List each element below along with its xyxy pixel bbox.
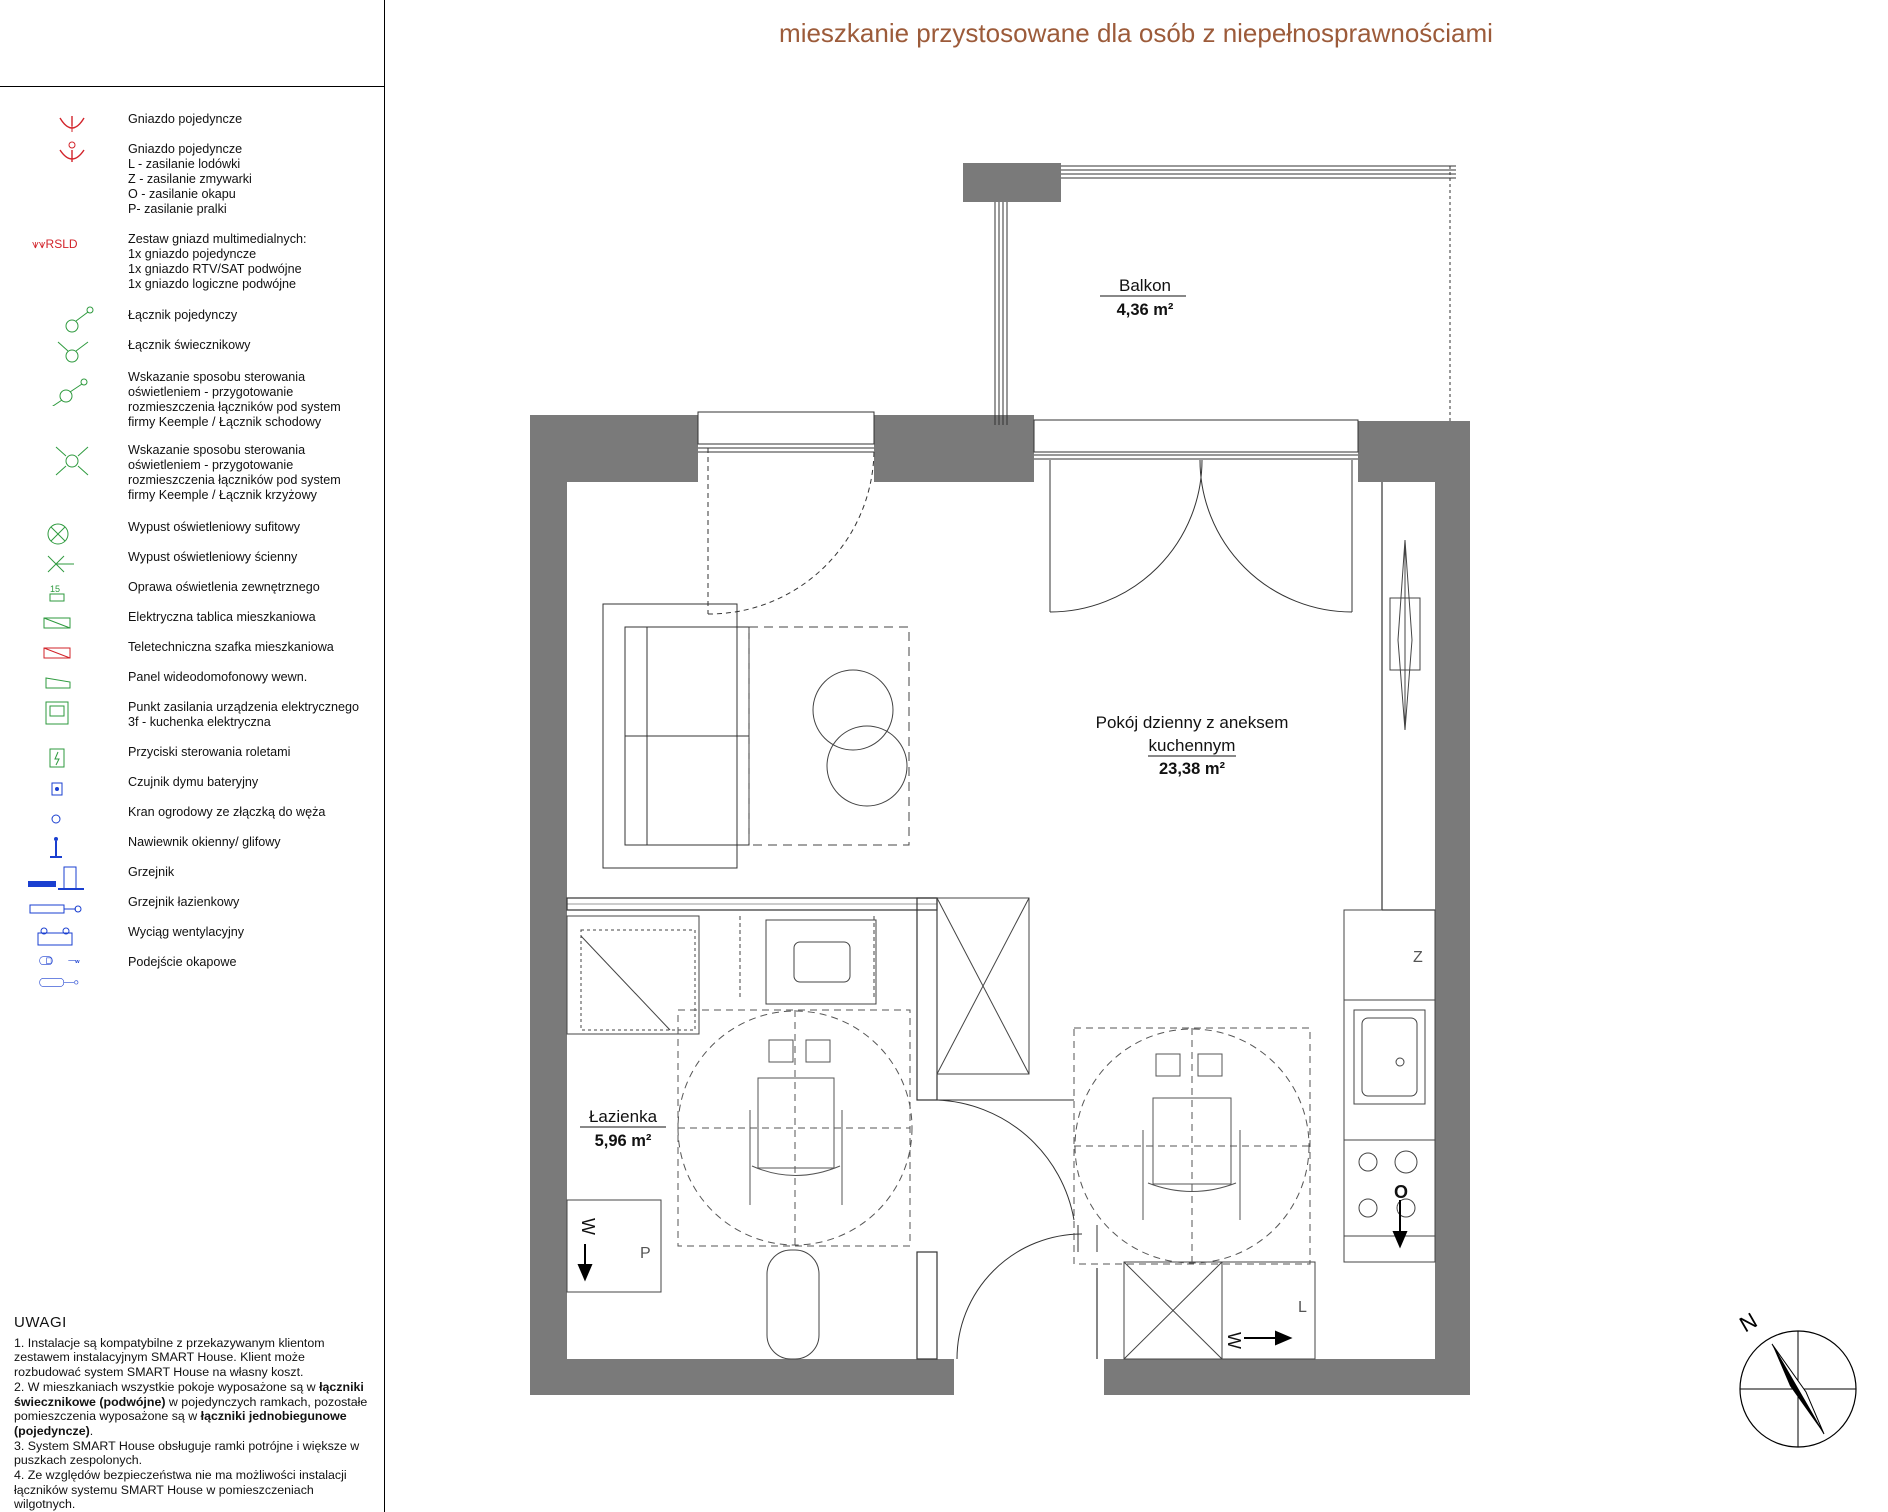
note-2: 2. W mieszkaniach wszystkie pokoje wyposażone są w łączniki świecznikowe (podwójne) w pojedynczych ramkach, pozostałe pomieszczenia wyposażone są w łączniki jednobiegunowe (pojedyncze). [14, 1379, 368, 1438]
washer-label: P [640, 1245, 651, 1262]
wall-left [530, 415, 567, 1395]
appliance-power-point-icon [22, 696, 94, 736]
washbasin [766, 920, 876, 1004]
multimedia-socket-set-icon [22, 228, 94, 268]
legend-label: Wyciąg wentylacyjny [128, 925, 245, 939]
compass-north-label: N [1735, 1307, 1762, 1338]
compass [1735, 1308, 1856, 1447]
legend-label: Elektryczna tablica mieszkaniowa [128, 610, 316, 624]
svg-text:Balkon: Balkon [1119, 276, 1171, 295]
interior-walls [567, 482, 1435, 1359]
legend-label: Czujnik dymu bateryjny [128, 775, 259, 789]
svg-text:w: w [75, 959, 80, 965]
window-left [698, 412, 874, 444]
svg-text:kuchennym: kuchennym [1148, 736, 1236, 755]
wheelchair-turning-area-living [1074, 1028, 1310, 1264]
svg-text:4,36 m²: 4,36 m² [1116, 301, 1174, 319]
svg-text:5,96 m²: 5,96 m² [594, 1132, 652, 1150]
wall-top-middle [874, 415, 1034, 482]
balcony-post [963, 163, 1061, 202]
svg-text:⩛⩛RSLD: ⩛⩛RSLD [32, 237, 78, 251]
walls [530, 163, 1470, 1395]
legend-label: Zestaw gniazd multimedialnych: 1x gniazdo pojedyncze 1x gniazdo RTV/SAT podwójne 1x gniazdo logiczne podwójne [128, 232, 307, 291]
cupboard-shaft [937, 898, 1029, 1074]
plan-title: mieszkanie przystosowane dla osób z niepełnosprawnościami [779, 18, 1493, 48]
sofa [603, 604, 749, 868]
legend-label: Oprawa oświetlenia zewnętrznego [128, 580, 320, 594]
legend-label: Wskazanie sposobu sterowania oświetleniem - przygotowanie rozmieszczenia łączników pod system firmy Keemple / Łącznik schodowy [128, 370, 341, 429]
room-label-living [1096, 713, 1289, 778]
legend-label: Łącznik pojedynczy [128, 308, 238, 322]
legend-label: Grzejnik łazienkowy [128, 895, 240, 909]
legend-divider [0, 86, 384, 87]
svg-text:23,38 m²: 23,38 m² [1158, 760, 1226, 778]
hob-burner [1359, 1153, 1377, 1171]
tv-unit [1390, 540, 1420, 730]
legend-label: Łącznik świecznikowy [128, 338, 251, 352]
notes-title: UWAGI [14, 1314, 67, 1331]
legend-label: Nawiewnik okienny/ glifowy [128, 835, 281, 849]
floor-plan [384, 0, 1888, 1512]
wheelchair-turning-area-bathroom [678, 1010, 912, 1246]
dining-table [749, 627, 909, 845]
vent-label: W [578, 1218, 598, 1235]
room-label-bathroom [580, 1107, 666, 1150]
legend-label: Grzejnik [128, 865, 175, 879]
legend-label: Wskazanie sposobu sterowania oświetleniem - przygotowanie rozmieszczenia łączników pod system firmy Keemple / Łącznik krzyżowy [128, 443, 341, 502]
hob-burner [1359, 1199, 1377, 1217]
wall-right [1435, 421, 1470, 1395]
cross-switch-icon [22, 439, 94, 479]
doors [708, 448, 1352, 1359]
staircase-switch-icon [22, 366, 94, 406]
svg-text:Pokój dzienny z aneksem: Pokój dzienny z aneksem [1095, 713, 1289, 732]
svg-text:15: 15 [50, 584, 61, 594]
note-3: 3. System SMART House obsługuje ramki potrójne i większe w puszkach zespolonych. [14, 1438, 360, 1468]
balcony [995, 166, 1456, 425]
wall-bottom-left [530, 1359, 954, 1395]
legend-label: Punkt zasilania urządzenia elektrycznego 3f - kuchenka elektryczna [128, 700, 360, 729]
notes-section [14, 1316, 374, 1512]
shower-tray [567, 916, 699, 1034]
legend-label: Gniazdo pojedyncze [128, 112, 243, 126]
dedicated-socket-icon [22, 138, 94, 178]
svg-text:Łazienka: Łazienka [588, 1107, 658, 1126]
toilet [767, 1250, 819, 1359]
hood-label: O [1394, 1182, 1409, 1202]
legend-label: Kran ogrodowy ze złączką do węża [128, 805, 326, 819]
room-label-balcony [1100, 276, 1186, 319]
kitchen-sink [1354, 1010, 1425, 1104]
dishwasher-label: Z [1413, 949, 1423, 966]
water-connection-icon [22, 951, 94, 991]
note-1: 1. Instalacje są kompatybilne z przekazywanym klientom zestawem instalacyjnym SMART House. Klient może rozbudować system SMART House na własny koszt. [14, 1335, 325, 1380]
legend-label: Wypust oświetleniowy ścienny [128, 550, 298, 564]
legend-label: Gniazdo pojedyncze L - zasilanie lodówki Z - zasilanie zmywarki O - zasilanie okapu P- zasilanie pralki [128, 142, 252, 216]
legend-label: Teletechniczna szafka mieszkaniowa [128, 640, 334, 654]
fridge-label: L [1298, 1299, 1307, 1316]
hob-burner [1395, 1151, 1417, 1173]
legend-sidebar [0, 0, 385, 1512]
balcony-door-frame [1034, 420, 1358, 452]
vent-label: W [1224, 1332, 1244, 1349]
legend-label: Panel wideodomofonowy wewn. [128, 670, 308, 684]
legend-label: Podejście okapowe [128, 955, 237, 969]
note-4: 4. Ze względów bezpieczeństwa nie ma możliwości instalacji łączników systemu SMART House w pomieszczeniach wilgotnych. [14, 1468, 347, 1512]
legend-label: Przyciski sterowania roletami [128, 745, 291, 759]
legend-label: Wypust oświetleniowy sufitowy [128, 520, 301, 534]
wall-bottom-right [1104, 1359, 1470, 1395]
kitchen [1124, 910, 1435, 1359]
